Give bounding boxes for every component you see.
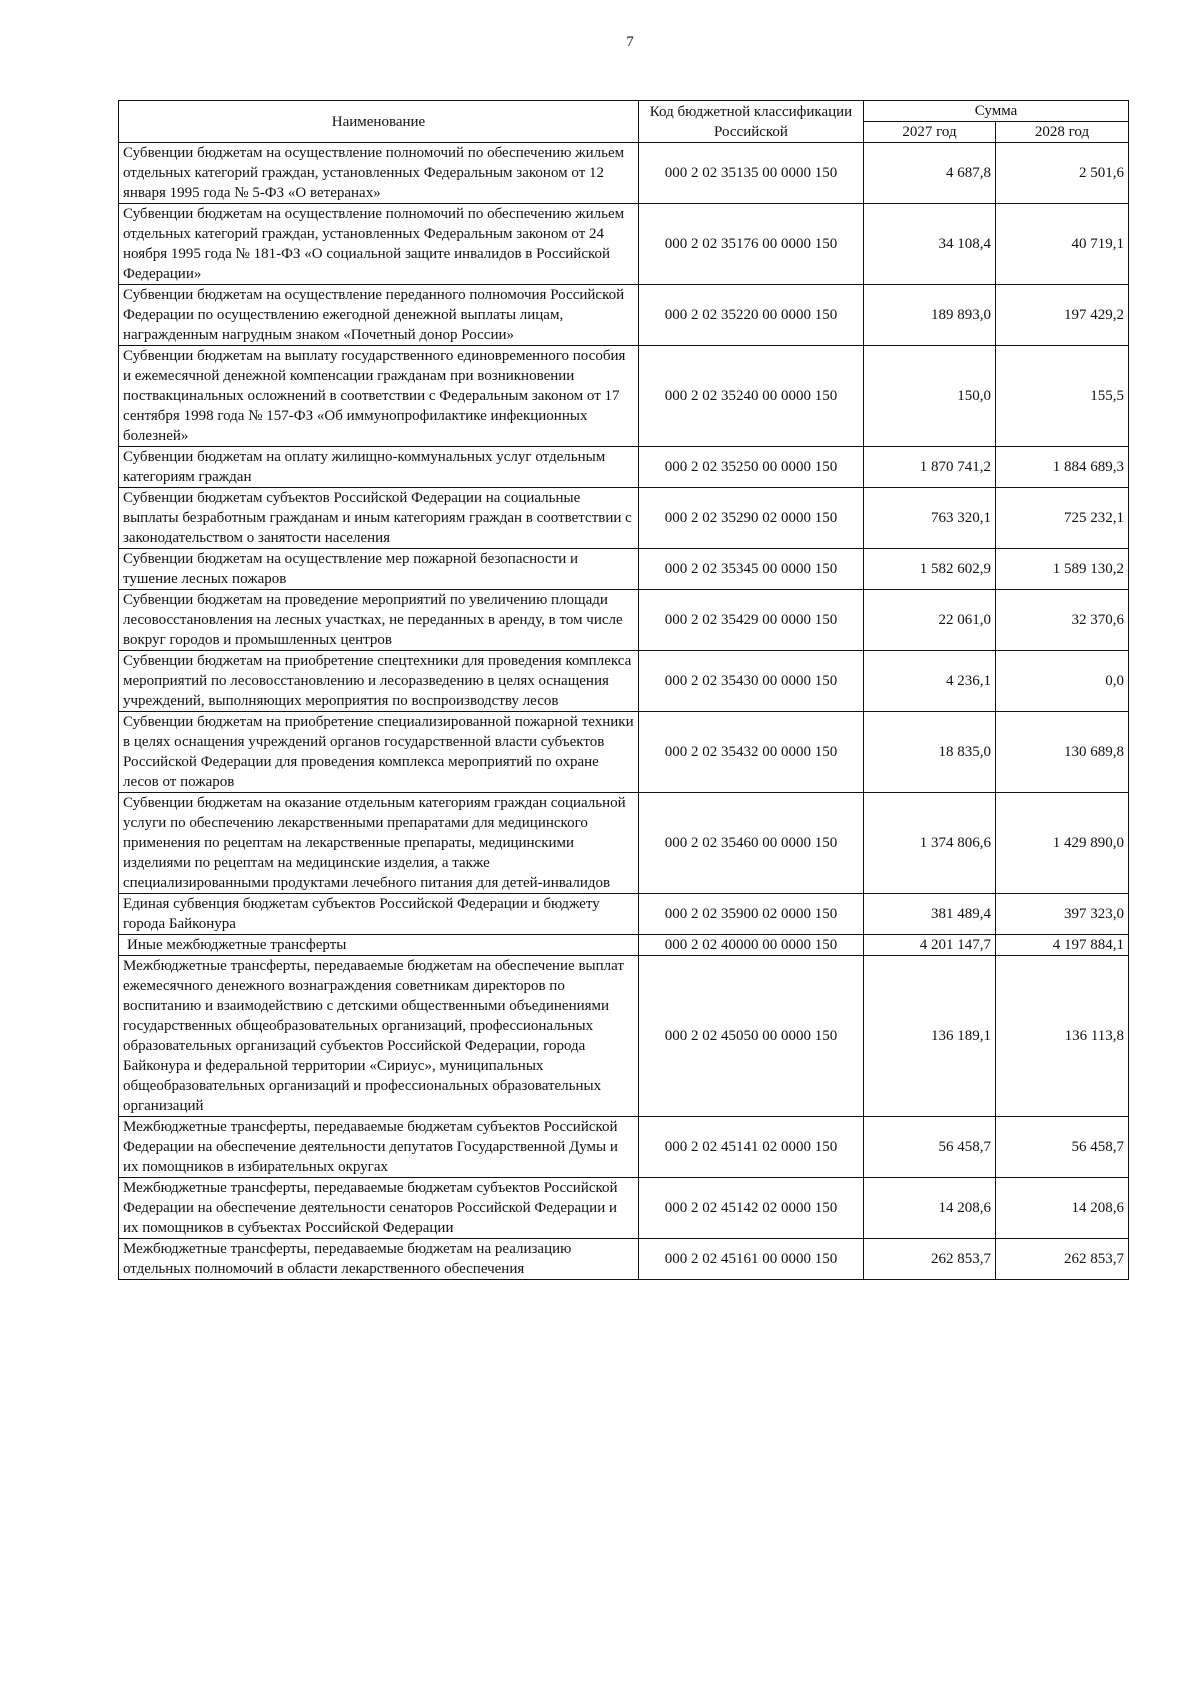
row-value-2027-cell: 34 108,4	[864, 204, 996, 285]
row-value-2027-cell: 4 236,1	[864, 651, 996, 712]
row-value-2027-cell: 1 870 741,2	[864, 447, 996, 488]
row-code-cell: 000 2 02 35460 00 0000 150	[639, 793, 864, 894]
row-value-2028-cell: 14 208,6	[996, 1178, 1129, 1239]
row-value-2028-cell: 725 232,1	[996, 488, 1129, 549]
row-name-cell: Межбюджетные трансферты, передаваемые бюджетам на реализацию отдельных полномочий в области лекарственного обеспечения	[119, 1239, 639, 1280]
row-code-cell: 000 2 02 45141 02 0000 150	[639, 1117, 864, 1178]
table-row	[119, 651, 1129, 712]
table-row	[119, 346, 1129, 447]
row-name-cell: Субвенции бюджетам на оплату жилищно-коммунальных услуг отдельным категориям граждан	[119, 447, 639, 488]
row-name-cell: Субвенции бюджетам на осуществление мер пожарной безопасности и тушение лесных пожаров	[119, 549, 639, 590]
row-name-cell: Субвенции бюджетам на проведение мероприятий по увеличению площади лесовосстановления на лесных участках, не переданных в аренду, в том числе вокруг городов и промышленных центров	[119, 590, 639, 651]
row-value-2028-cell: 2 501,6	[996, 143, 1129, 204]
row-value-2028-cell: 262 853,7	[996, 1239, 1129, 1280]
row-name-cell: Субвенции бюджетам на приобретение специализированной пожарной техники в целях оснащения учреждений органов государственной власти субъектов Российской Федерации для проведения комплекса мероприятий по охране лесов от пожаров	[119, 712, 639, 793]
row-name-cell: Субвенции бюджетам субъектов Российской Федерации на социальные выплаты безработным гражданам и иным категориям граждан в соответствии с законодательством о занятости населения	[119, 488, 639, 549]
row-value-2027-cell: 381 489,4	[864, 894, 996, 935]
row-value-2027-cell: 4 201 147,7	[864, 935, 996, 956]
row-value-2027-cell: 763 320,1	[864, 488, 996, 549]
header-sum: Сумма	[864, 101, 1129, 122]
row-value-2028-cell: 0,0	[996, 651, 1129, 712]
table-row	[119, 590, 1129, 651]
row-value-2028-cell: 4 197 884,1	[996, 935, 1129, 956]
table-row	[119, 143, 1129, 204]
table-row	[119, 793, 1129, 894]
row-code-cell: 000 2 02 35900 02 0000 150	[639, 894, 864, 935]
table-row	[119, 285, 1129, 346]
row-value-2028-cell: 130 689,8	[996, 712, 1129, 793]
row-value-2027-cell: 262 853,7	[864, 1239, 996, 1280]
row-code-cell: 000 2 02 45142 02 0000 150	[639, 1178, 864, 1239]
row-value-2028-cell: 40 719,1	[996, 204, 1129, 285]
page-number: 7	[626, 34, 634, 50]
table-row	[119, 1117, 1129, 1178]
row-value-2028-cell: 1 589 130,2	[996, 549, 1129, 590]
row-name-cell: Субвенции бюджетам на приобретение спецтехники для проведения комплекса мероприятий по лесовосстановлению и лесоразведению в целях оснащения учреждений, выполняющих мероприятия по воспроизводству лесов	[119, 651, 639, 712]
table-row	[119, 894, 1129, 935]
row-name-cell: Межбюджетные трансферты, передаваемые бюджетам субъектов Российской Федерации на обеспечение деятельности депутатов Государственной Думы и их помощников в избирательных округах	[119, 1117, 639, 1178]
row-code-cell: 000 2 02 35220 00 0000 150	[639, 285, 864, 346]
row-value-2027-cell: 22 061,0	[864, 590, 996, 651]
row-code-cell: 000 2 02 35176 00 0000 150	[639, 204, 864, 285]
header-name: Наименование	[119, 101, 639, 143]
row-value-2027-cell: 14 208,6	[864, 1178, 996, 1239]
row-code-cell: 000 2 02 40000 00 0000 150	[639, 935, 864, 956]
row-code-cell: 000 2 02 35429 00 0000 150	[639, 590, 864, 651]
row-code-cell: 000 2 02 35250 00 0000 150	[639, 447, 864, 488]
table-row	[119, 204, 1129, 285]
row-value-2027-cell: 189 893,0	[864, 285, 996, 346]
row-value-2027-cell: 1 374 806,6	[864, 793, 996, 894]
row-value-2028-cell: 1 429 890,0	[996, 793, 1129, 894]
row-code-cell: 000 2 02 35430 00 0000 150	[639, 651, 864, 712]
header-code: Код бюджетной классификации Российской	[639, 101, 864, 143]
table-row	[119, 488, 1129, 549]
table-row	[119, 935, 1129, 956]
row-code-cell: 000 2 02 35135 00 0000 150	[639, 143, 864, 204]
row-value-2027-cell: 56 458,7	[864, 1117, 996, 1178]
table-body	[119, 143, 1129, 1280]
row-value-2028-cell: 397 323,0	[996, 894, 1129, 935]
row-value-2027-cell: 1 582 602,9	[864, 549, 996, 590]
row-code-cell: 000 2 02 45161 00 0000 150	[639, 1239, 864, 1280]
row-value-2028-cell: 1 884 689,3	[996, 447, 1129, 488]
table-row	[119, 447, 1129, 488]
row-value-2028-cell: 136 113,8	[996, 956, 1129, 1117]
row-code-cell: 000 2 02 35432 00 0000 150	[639, 712, 864, 793]
row-value-2027-cell: 136 189,1	[864, 956, 996, 1117]
row-code-cell: 000 2 02 35345 00 0000 150	[639, 549, 864, 590]
row-name-cell: Межбюджетные трансферты, передаваемые бюджетам на обеспечение выплат ежемесячного денежного вознаграждения советникам директоров по воспитанию и взаимодействию с детскими общественными объединениями государственных общеобразовательных организаций, профессиональных образовательных организаций субъектов Российской Федерации, города Байконура и федеральной территории «Сириус», муниципальных общеобразовательных организаций и профессиональных образовательных организаций	[119, 956, 639, 1117]
row-name-cell: Субвенции бюджетам на осуществление переданного полномочия Российской Федерации по осуществлению ежегодной денежной выплаты лицам, награжденным нагрудным знаком «Почетный донор России»	[119, 285, 639, 346]
row-name-cell: Субвенции бюджетам на осуществление полномочий по обеспечению жильем отдельных категорий граждан, установленных Федеральным законом от 12 января 1995 года № 5-ФЗ «О ветеранах»	[119, 143, 639, 204]
header-row	[119, 101, 1129, 122]
header-year-2027: 2027 год	[864, 122, 996, 143]
row-code-cell: 000 2 02 35240 00 0000 150	[639, 346, 864, 447]
table-row	[119, 1239, 1129, 1280]
row-name-cell: Субвенции бюджетам на осуществление полномочий по обеспечению жильем отдельных категорий граждан, установленных Федеральным законом от 24 ноября 1995 года № 181-ФЗ «О социальной защите инвалидов в Российской Федерации»	[119, 204, 639, 285]
row-value-2027-cell: 150,0	[864, 346, 996, 447]
row-value-2027-cell: 18 835,0	[864, 712, 996, 793]
row-name-cell: Субвенции бюджетам на оказание отдельным категориям граждан социальной услуги по обеспечению лекарственными препаратами для медицинского применения по рецептам на лекарственные препараты, медицинскими изделиями по рецептам на медицинские изделия, а также специализированными продуктами лечебного питания для детей-инвалидов	[119, 793, 639, 894]
row-name-cell: Субвенции бюджетам на выплату государственного единовременного пособия и ежемесячной денежной компенсации гражданам при возникновении поствакцинальных осложнений в соответствии с Федеральным законом от 17 сентября 1998 года № 157-ФЗ «Об иммунопрофилактике инфекционных болезней»	[119, 346, 639, 447]
row-name-cell: Иные межбюджетные трансферты	[119, 935, 639, 956]
row-code-cell: 000 2 02 45050 00 0000 150	[639, 956, 864, 1117]
row-value-2028-cell: 155,5	[996, 346, 1129, 447]
header-year-2028: 2028 год	[996, 122, 1129, 143]
budget-table	[118, 100, 1129, 1280]
table-row	[119, 549, 1129, 590]
row-value-2028-cell: 32 370,6	[996, 590, 1129, 651]
row-name-cell: Межбюджетные трансферты, передаваемые бюджетам субъектов Российской Федерации на обеспечение деятельности сенаторов Российской Федерации и их помощников в субъектах Российской Федерации	[119, 1178, 639, 1239]
table-row	[119, 1178, 1129, 1239]
row-value-2027-cell: 4 687,8	[864, 143, 996, 204]
row-value-2028-cell: 197 429,2	[996, 285, 1129, 346]
table-row	[119, 712, 1129, 793]
table-row	[119, 956, 1129, 1117]
row-name-cell: Единая субвенция бюджетам субъектов Российской Федерации и бюджету города Байконура	[119, 894, 639, 935]
row-value-2028-cell: 56 458,7	[996, 1117, 1129, 1178]
row-code-cell: 000 2 02 35290 02 0000 150	[639, 488, 864, 549]
